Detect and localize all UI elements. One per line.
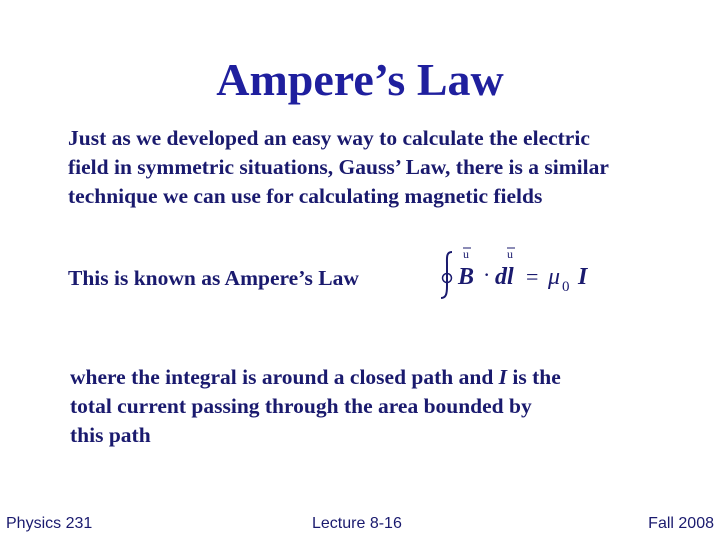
where-line-1-start: where the integral is around a closed path and [70, 365, 499, 389]
b-symbol: B [458, 264, 475, 290]
where-current-symbol: I [498, 365, 508, 389]
footer-course: Physics 231 [6, 515, 93, 532]
footer-term: Fall 2008 [648, 515, 714, 532]
where-paragraph [70, 363, 690, 450]
where-line-1-end: is the [507, 365, 561, 389]
where-line-2: total current passing through the area bounded by [70, 394, 532, 418]
where-line-1 [70, 363, 690, 392]
dl-vector-mark: u [507, 247, 513, 261]
intro-line-3: technique we can use for calculating magnetic fields [68, 184, 543, 208]
known-as-text: This is known as Ampere’s Law [68, 266, 359, 290]
ampere-law-equation [438, 244, 608, 304]
mu-symbol: μ [548, 264, 561, 290]
slide-title: Ampere’s Law [216, 54, 504, 105]
footer-lecture: Lecture 8-16 [312, 515, 402, 532]
where-line-3: this path [70, 423, 151, 447]
equals-sign: = [526, 264, 539, 289]
dot-operator: · [483, 262, 491, 287]
b-vector-mark: u [463, 247, 469, 261]
mu-subscript: 0 [562, 279, 570, 295]
intro-line-2: field in symmetric situations, Gauss’ Law, there is a similar [68, 155, 609, 179]
current-symbol: I [578, 264, 588, 290]
intro-line-1: Just as we developed an easy way to calculate the electric [68, 126, 590, 150]
dl-symbol: dl [495, 264, 514, 290]
intro-paragraph [68, 124, 708, 211]
